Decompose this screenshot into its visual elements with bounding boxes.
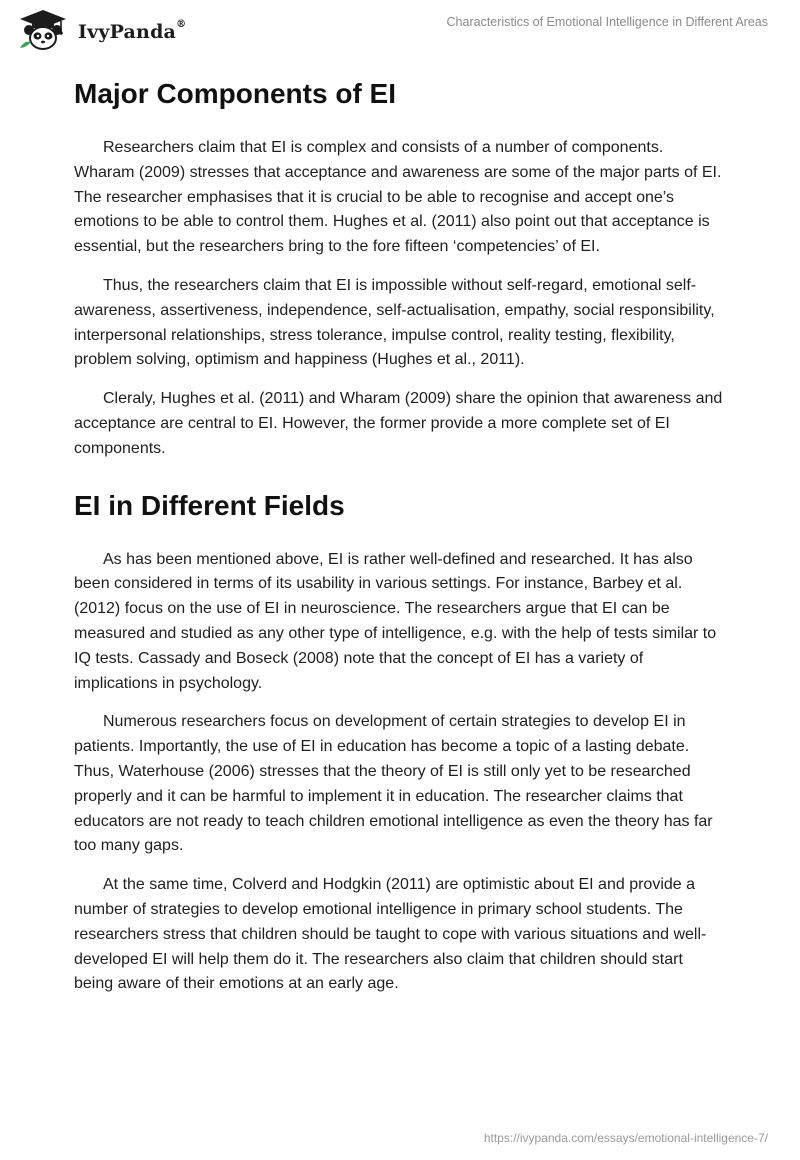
panda-graduate-icon [14, 8, 72, 52]
paragraph: Cleraly, Hughes et al. (2011) and Wharam (2009) share the opinion that awareness and acceptance are central to EI. However, the former provide a more complete set of EI components. [74, 390, 723, 457]
paragraph: As has been mentioned above, EI is rather well-defined and researched. It has also been considered in terms of its usability in various settings. For instance, Barbey et al. (2012) focus on the use of EI in neuroscience. The researchers argue that EI can be measured and studied as any other type of intelligence, e.g. with the help of tests similar to IQ tests. Cassady and Boseck (2008) note that the concept of EI has a variety of implications in psychology. [74, 550, 717, 692]
document-title: Characteristics of Emotional Intelligence in Different Areas [446, 15, 768, 29]
page-header [0, 0, 800, 64]
section-heading-ei-in-different-fields: EI in Different Fields [74, 489, 345, 521]
brand-logo[interactable] [14, 8, 186, 52]
paragraph: At the same time, Colverd and Hodgkin (2011) are optimistic about EI and provide a number of strategies to develop emotional intelligence in primary school students. The researchers stress that children should be taught to cope with various situations and well-developed EI will help them do it. The researchers also claim that children should start being aware of their emotions at an early age. [74, 876, 707, 993]
source-url[interactable]: https://ivypanda.com/essays/emotional-intelligence-7/ [483, 1131, 768, 1145]
article-body [74, 70, 726, 997]
brand-name: IvyPanda® [78, 19, 187, 43]
paragraph: Researchers claim that EI is complex and consists of a number of components. Wharam (2009) stresses that acceptance and awareness are some of the major parts of EI. The researcher emphasises that it is crucial to be able to recognise and accept one’s emotions to be able to control them. Hughes et al. (2011) also point out that acceptance is essential, but the researchers bring to the fore fifteen ‘competencies’ of EI. [74, 139, 722, 256]
paragraph: Numerous researchers focus on development of certain strategies to develop EI in patients. Importantly, the use of EI in education has become a topic of a lasting debate. Thus, Waterhouse (2006) stresses that the theory of EI is still only yet to be researched properly and it can be harmful to implement it in education. The researcher claims that educators are not ready to teach children emotional intelligence as even the theory has far too many gaps. [74, 713, 713, 855]
section-heading-major-components: Major Components of EI [74, 78, 396, 109]
paragraph: Thus, the researchers claim that EI is impossible without self-regard, emotional self-awareness, assertiveness, independence, self-actualisation, empathy, social responsibility, interpersonal relationships, stress tolerance, impulse control, reality testing, flexibility, problem solving, optimism and happiness (Hughes et al., 2011). [74, 276, 715, 369]
